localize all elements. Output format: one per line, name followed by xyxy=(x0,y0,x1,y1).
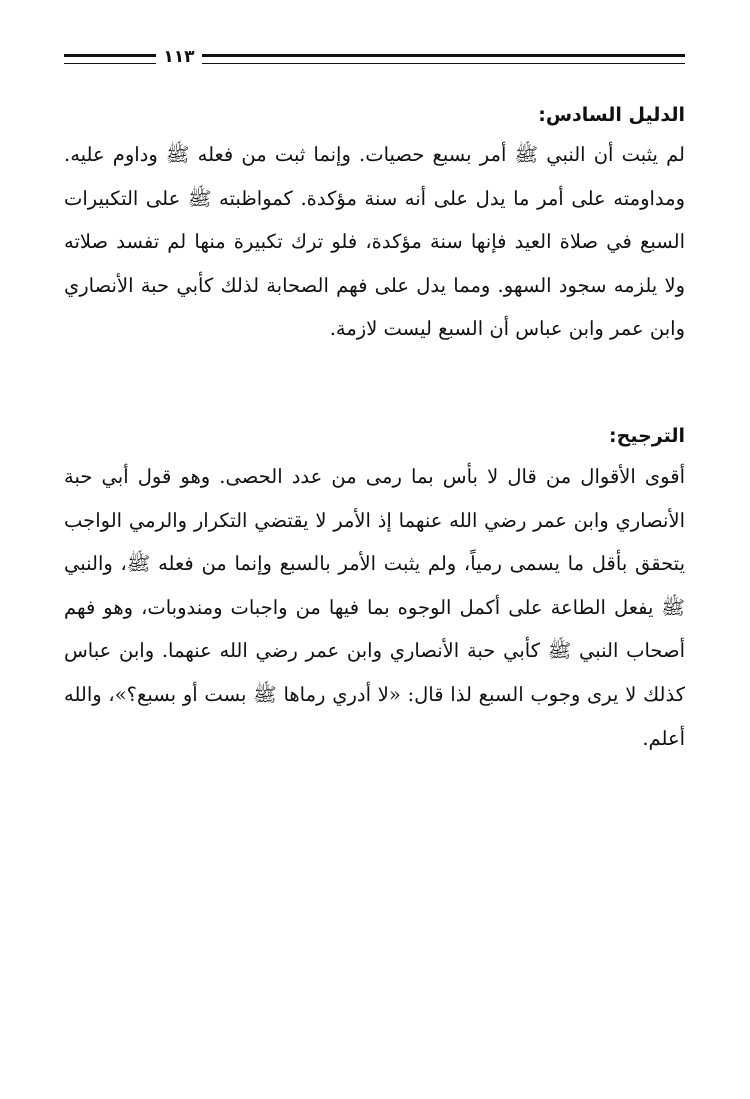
page-header xyxy=(64,44,685,74)
section-heading: الترجيح: xyxy=(609,425,685,447)
section-paragraph: لم يثبت أن النبي ﷺ أمر بسبع حصيات. وإنما ثبت من فعله ﷺ وداوم عليه. ومداومته على أمر ما يدل على أنه سنة مؤكدة. كمواظبته ﷺ على التكبيرات السبع في صلاة العيد فإنها سنة مؤكدة، فلو ترك تكبيرة منها لم تفسد صلاته ولا يلزمه سجود السهو. ومما يدل على فهم الصحابة لذلك كأبي حبة الأنصاري وابن عمر وابن عباس أن السبع ليست لازمة. xyxy=(64,143,685,341)
header-rule-left xyxy=(64,54,156,64)
section-heading: الدليل السادس: xyxy=(538,104,685,126)
page-number: ١١٣ xyxy=(163,47,195,67)
section-paragraph: أقوى الأقوال من قال لا بأس بما رمى من عدد الحصى. وهو قول أبي حبة الأنصاري وابن عمر رضي الله عنهما إذ الأمر لا يقتضي التكرار والرمي الواجب يتحقق بأقل ما يسمى رمياً، ولم يثبت الأمر بالسبع وإنما من فعله ﷺ، والنبي ﷺ يفعل الطاعة على أكمل الوجوه بما فيها من واجبات ومندوبات، وهو فهم أصحاب النبي ﷺ كأبي حبة الأنصاري وابن عمر رضي الله عنهما. وابن عباس كذلك لا يرى وجوب السبع لذا قال: «لا أدري رماها ﷺ بست أو بسبع؟»، والله أعلم. xyxy=(64,465,685,750)
section-tarjih xyxy=(64,421,685,760)
section-sixth-evidence xyxy=(64,100,685,351)
header-rule-right xyxy=(202,54,685,64)
